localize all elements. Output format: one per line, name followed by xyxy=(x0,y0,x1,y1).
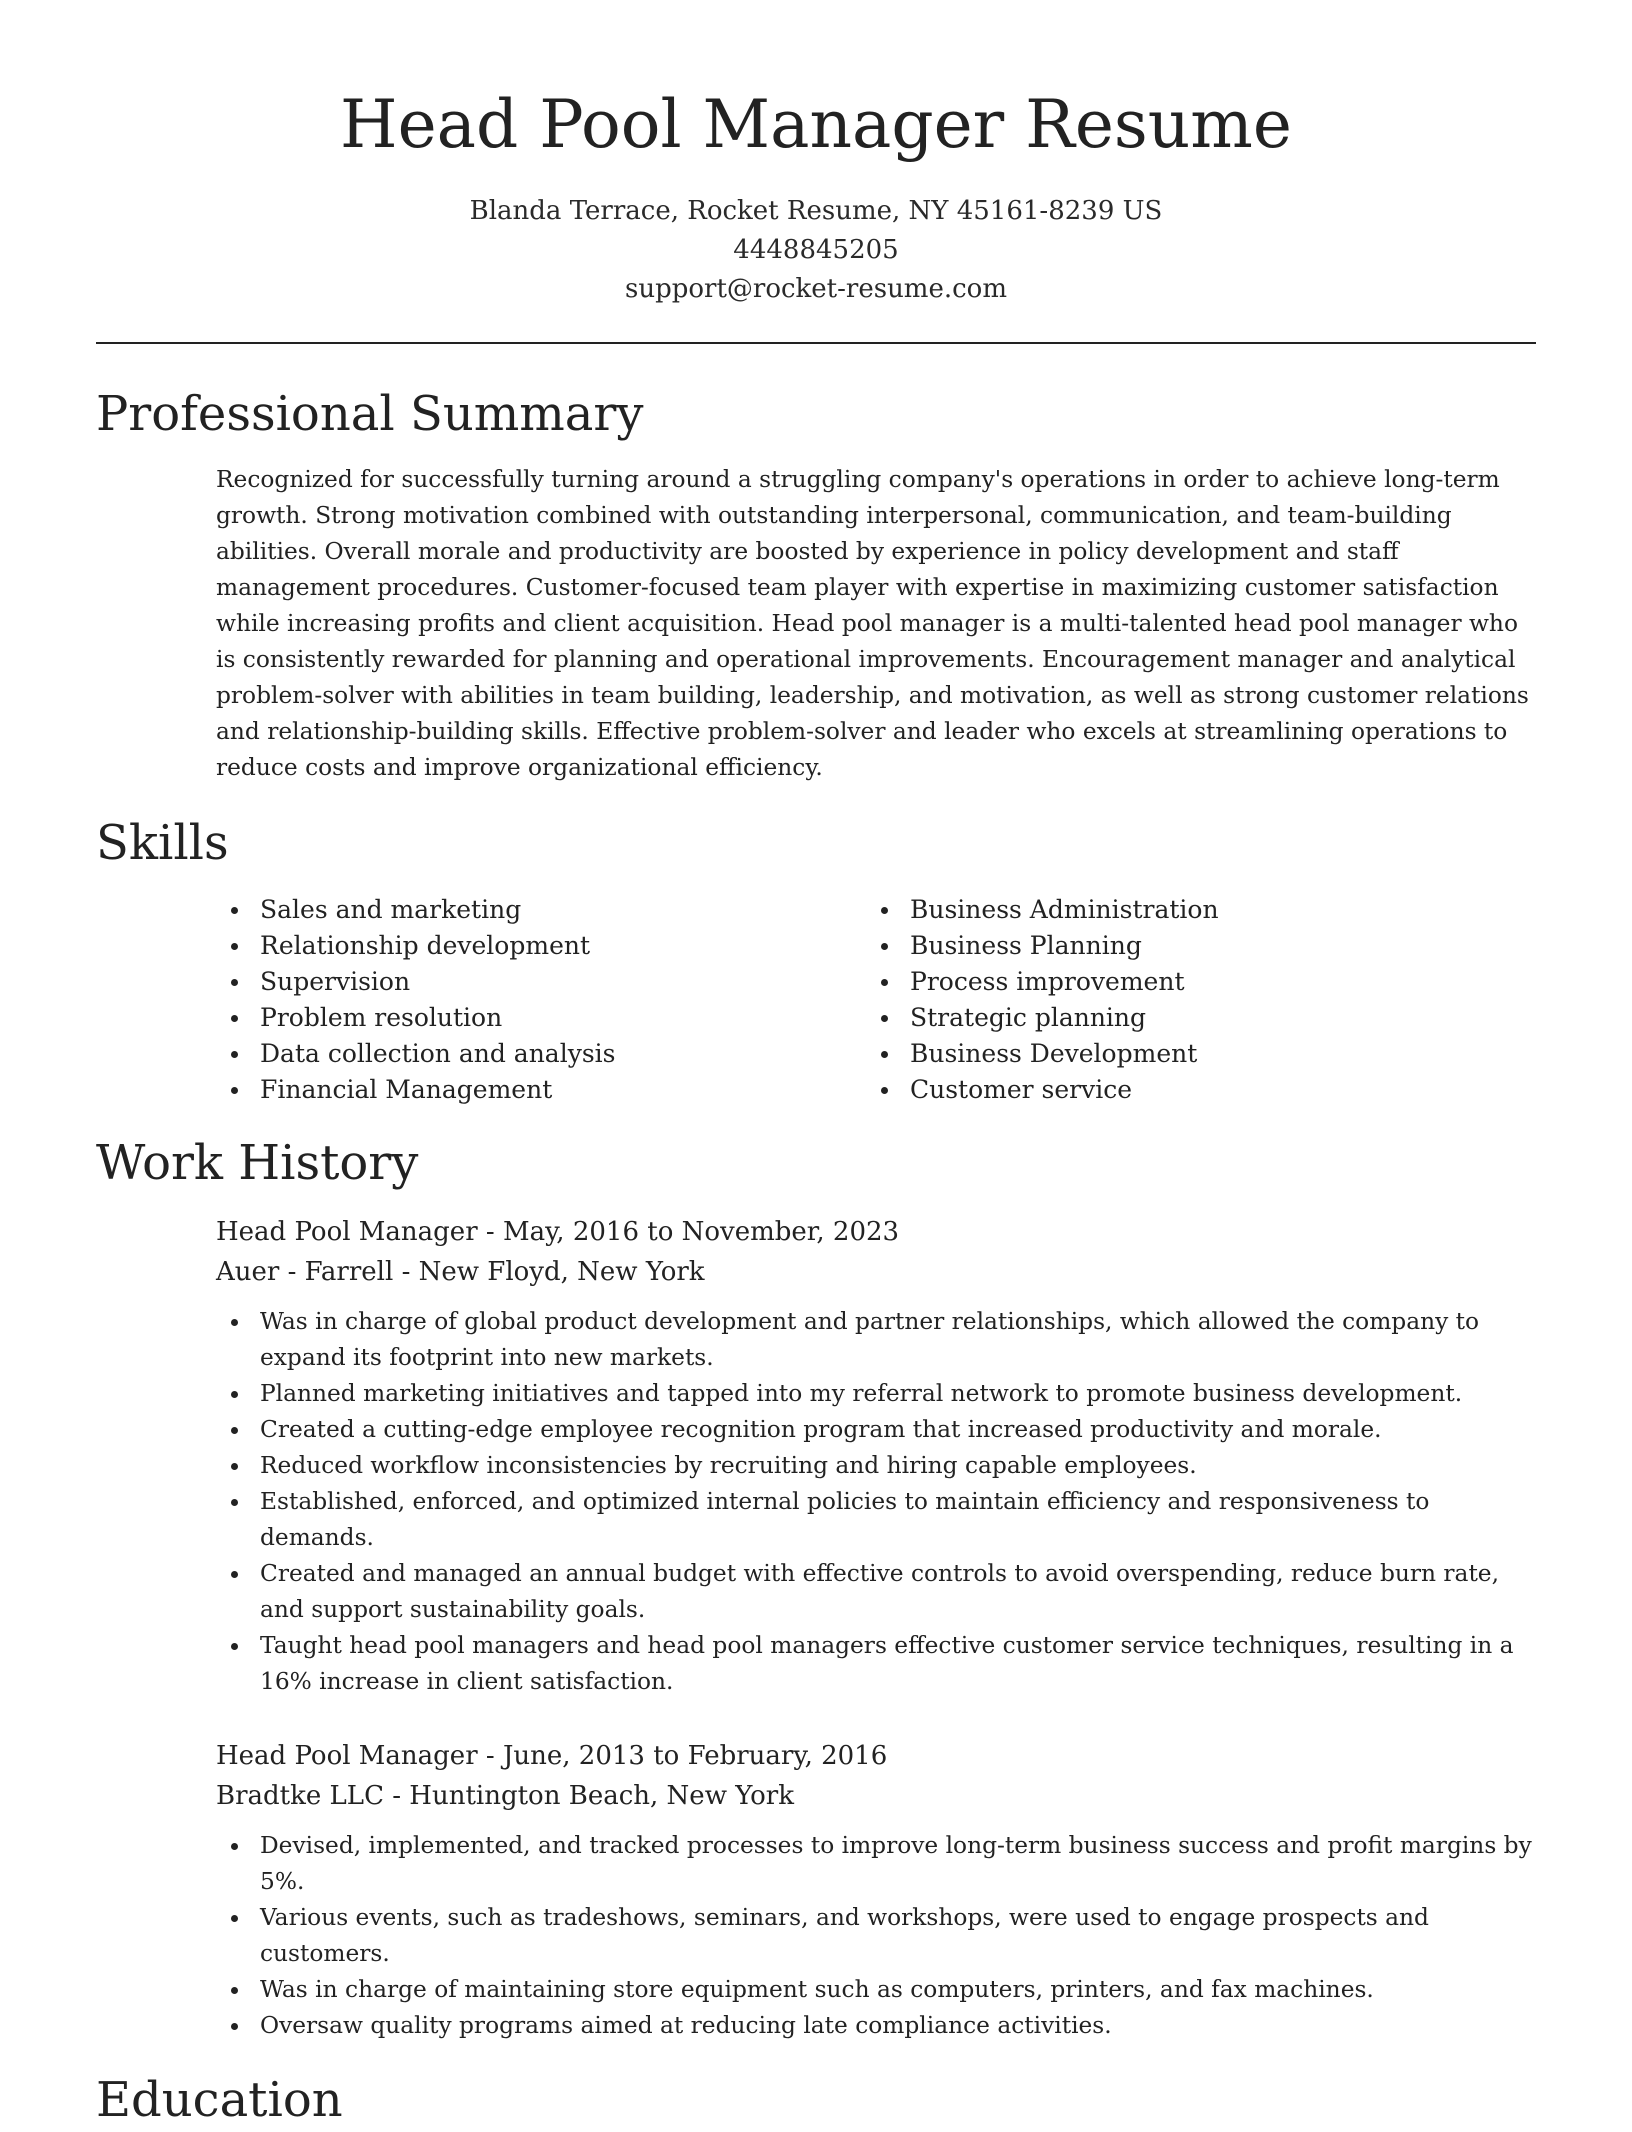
job-entry xyxy=(216,1736,1536,2044)
contact-address: Blanda Terrace, Rocket Resume, NY 45161-8239 US xyxy=(469,196,1163,226)
job-company-line: Auer - Farrell - New Floyd, New York xyxy=(216,1257,705,1287)
contact-email: support@rocket-resume.com xyxy=(624,274,1007,304)
job-bullet: Was in charge of global product development and partner relationships, which allowed the company to expand its footprint into new markets. xyxy=(216,1304,1536,1376)
resume-title: Head Pool Manager Resume xyxy=(340,86,1292,163)
header-divider xyxy=(96,342,1536,344)
job-bullet: Various events, such as tradeshows, seminars, and workshops, were used to engage prospects and customers. xyxy=(216,1900,1536,1972)
work-history-heading: Work History xyxy=(96,1135,419,1191)
job-entry xyxy=(216,1212,1536,1700)
job-bullet: Created and managed an annual budget with effective controls to avoid overspending, reduce burn rate, and support sustainability goals. xyxy=(216,1556,1536,1628)
job-bullet: Created a cutting-edge employee recognition program that increased productivity and morale. xyxy=(216,1412,1536,1448)
job-company: Auer - Farrell xyxy=(216,1257,394,1287)
job-title-line: Head Pool Manager - June, 2013 to February, 2016 xyxy=(216,1741,888,1771)
skill-item: Data collection and analysis xyxy=(216,1036,615,1072)
job-title: Head Pool Manager xyxy=(216,1217,478,1247)
job-bullet: Devised, implemented, and tracked processes to improve long-term business success and profit margins by 5%. xyxy=(216,1828,1536,1900)
skill-item: Business Planning xyxy=(866,928,1219,964)
job-dates: June, 2013 to February, 2016 xyxy=(502,1741,888,1771)
job-bullet: Planned marketing initiatives and tapped into my referral network to promote business development. xyxy=(216,1376,1536,1412)
job-location: New Floyd, New York xyxy=(418,1257,705,1287)
job-company: Bradtke LLC xyxy=(216,1781,384,1811)
job-bullet: Oversaw quality programs aimed at reducing late compliance activities. xyxy=(216,2008,1536,2044)
job-company-line: Bradtke LLC - Huntington Beach, New York xyxy=(216,1781,794,1811)
contact-phone: 4448845205 xyxy=(733,235,899,265)
contact-block xyxy=(0,192,1632,309)
skill-item: Business Development xyxy=(866,1036,1219,1072)
job-bullet: Taught head pool managers and head pool managers effective customer service techniques, resulting in a 16% increase in client satisfaction. xyxy=(216,1628,1536,1700)
job-location: Huntington Beach, New York xyxy=(409,1781,794,1811)
job-bullets xyxy=(216,1828,1536,2044)
summary-heading: Professional Summary xyxy=(96,386,644,442)
skill-item: Supervision xyxy=(216,964,615,1000)
skill-item: Process improvement xyxy=(866,964,1219,1000)
skill-item: Problem resolution xyxy=(216,1000,615,1036)
skills-heading: Skills xyxy=(96,815,229,871)
skill-item: Strategic planning xyxy=(866,1000,1219,1036)
skill-item: Relationship development xyxy=(216,928,615,964)
job-title: Head Pool Manager xyxy=(216,1741,478,1771)
summary-text: Recognized for successfully turning around a struggling company's operations in order to achieve long-term growth. Strong motivation combined with outstanding interpersonal, communication, and team-building abilities. Overall morale and productivity are boosted by experience in policy development and staff management procedures. Customer-focused team player with expertise in maximizing customer satisfaction while increasing profits and client acquisition. Head pool manager is a multi-talented head pool manager who is consistently rewarded for planning and operational improvements. Encouragement manager and analytical problem-solver with abilities in team building, leadership, and motivation, as well as strong customer relations and relationship-building skills. Effective problem-solver and leader who excels at streamlining operations to reduce costs and improve organizational efficiency. xyxy=(216,466,1529,781)
job-bullet: Established, enforced, and optimized internal policies to maintain efficiency and responsiveness to demands. xyxy=(216,1484,1536,1556)
job-dates: May, 2016 to November, 2023 xyxy=(502,1217,900,1247)
skill-item: Business Administration xyxy=(866,892,1219,928)
job-bullets xyxy=(216,1304,1536,1700)
skills-list-right xyxy=(866,892,1219,1108)
education-heading: Education xyxy=(96,2072,343,2128)
skill-item: Financial Management xyxy=(216,1072,615,1108)
job-bullet: Was in charge of maintaining store equipment such as computers, printers, and fax machines. xyxy=(216,1972,1536,2008)
skill-item: Sales and marketing xyxy=(216,892,615,928)
job-bullet: Reduced workflow inconsistencies by recruiting and hiring capable employees. xyxy=(216,1448,1536,1484)
skill-item: Customer service xyxy=(866,1072,1219,1108)
skills-list-left xyxy=(216,892,615,1108)
job-title-line: Head Pool Manager - May, 2016 to November, 2023 xyxy=(216,1217,900,1247)
